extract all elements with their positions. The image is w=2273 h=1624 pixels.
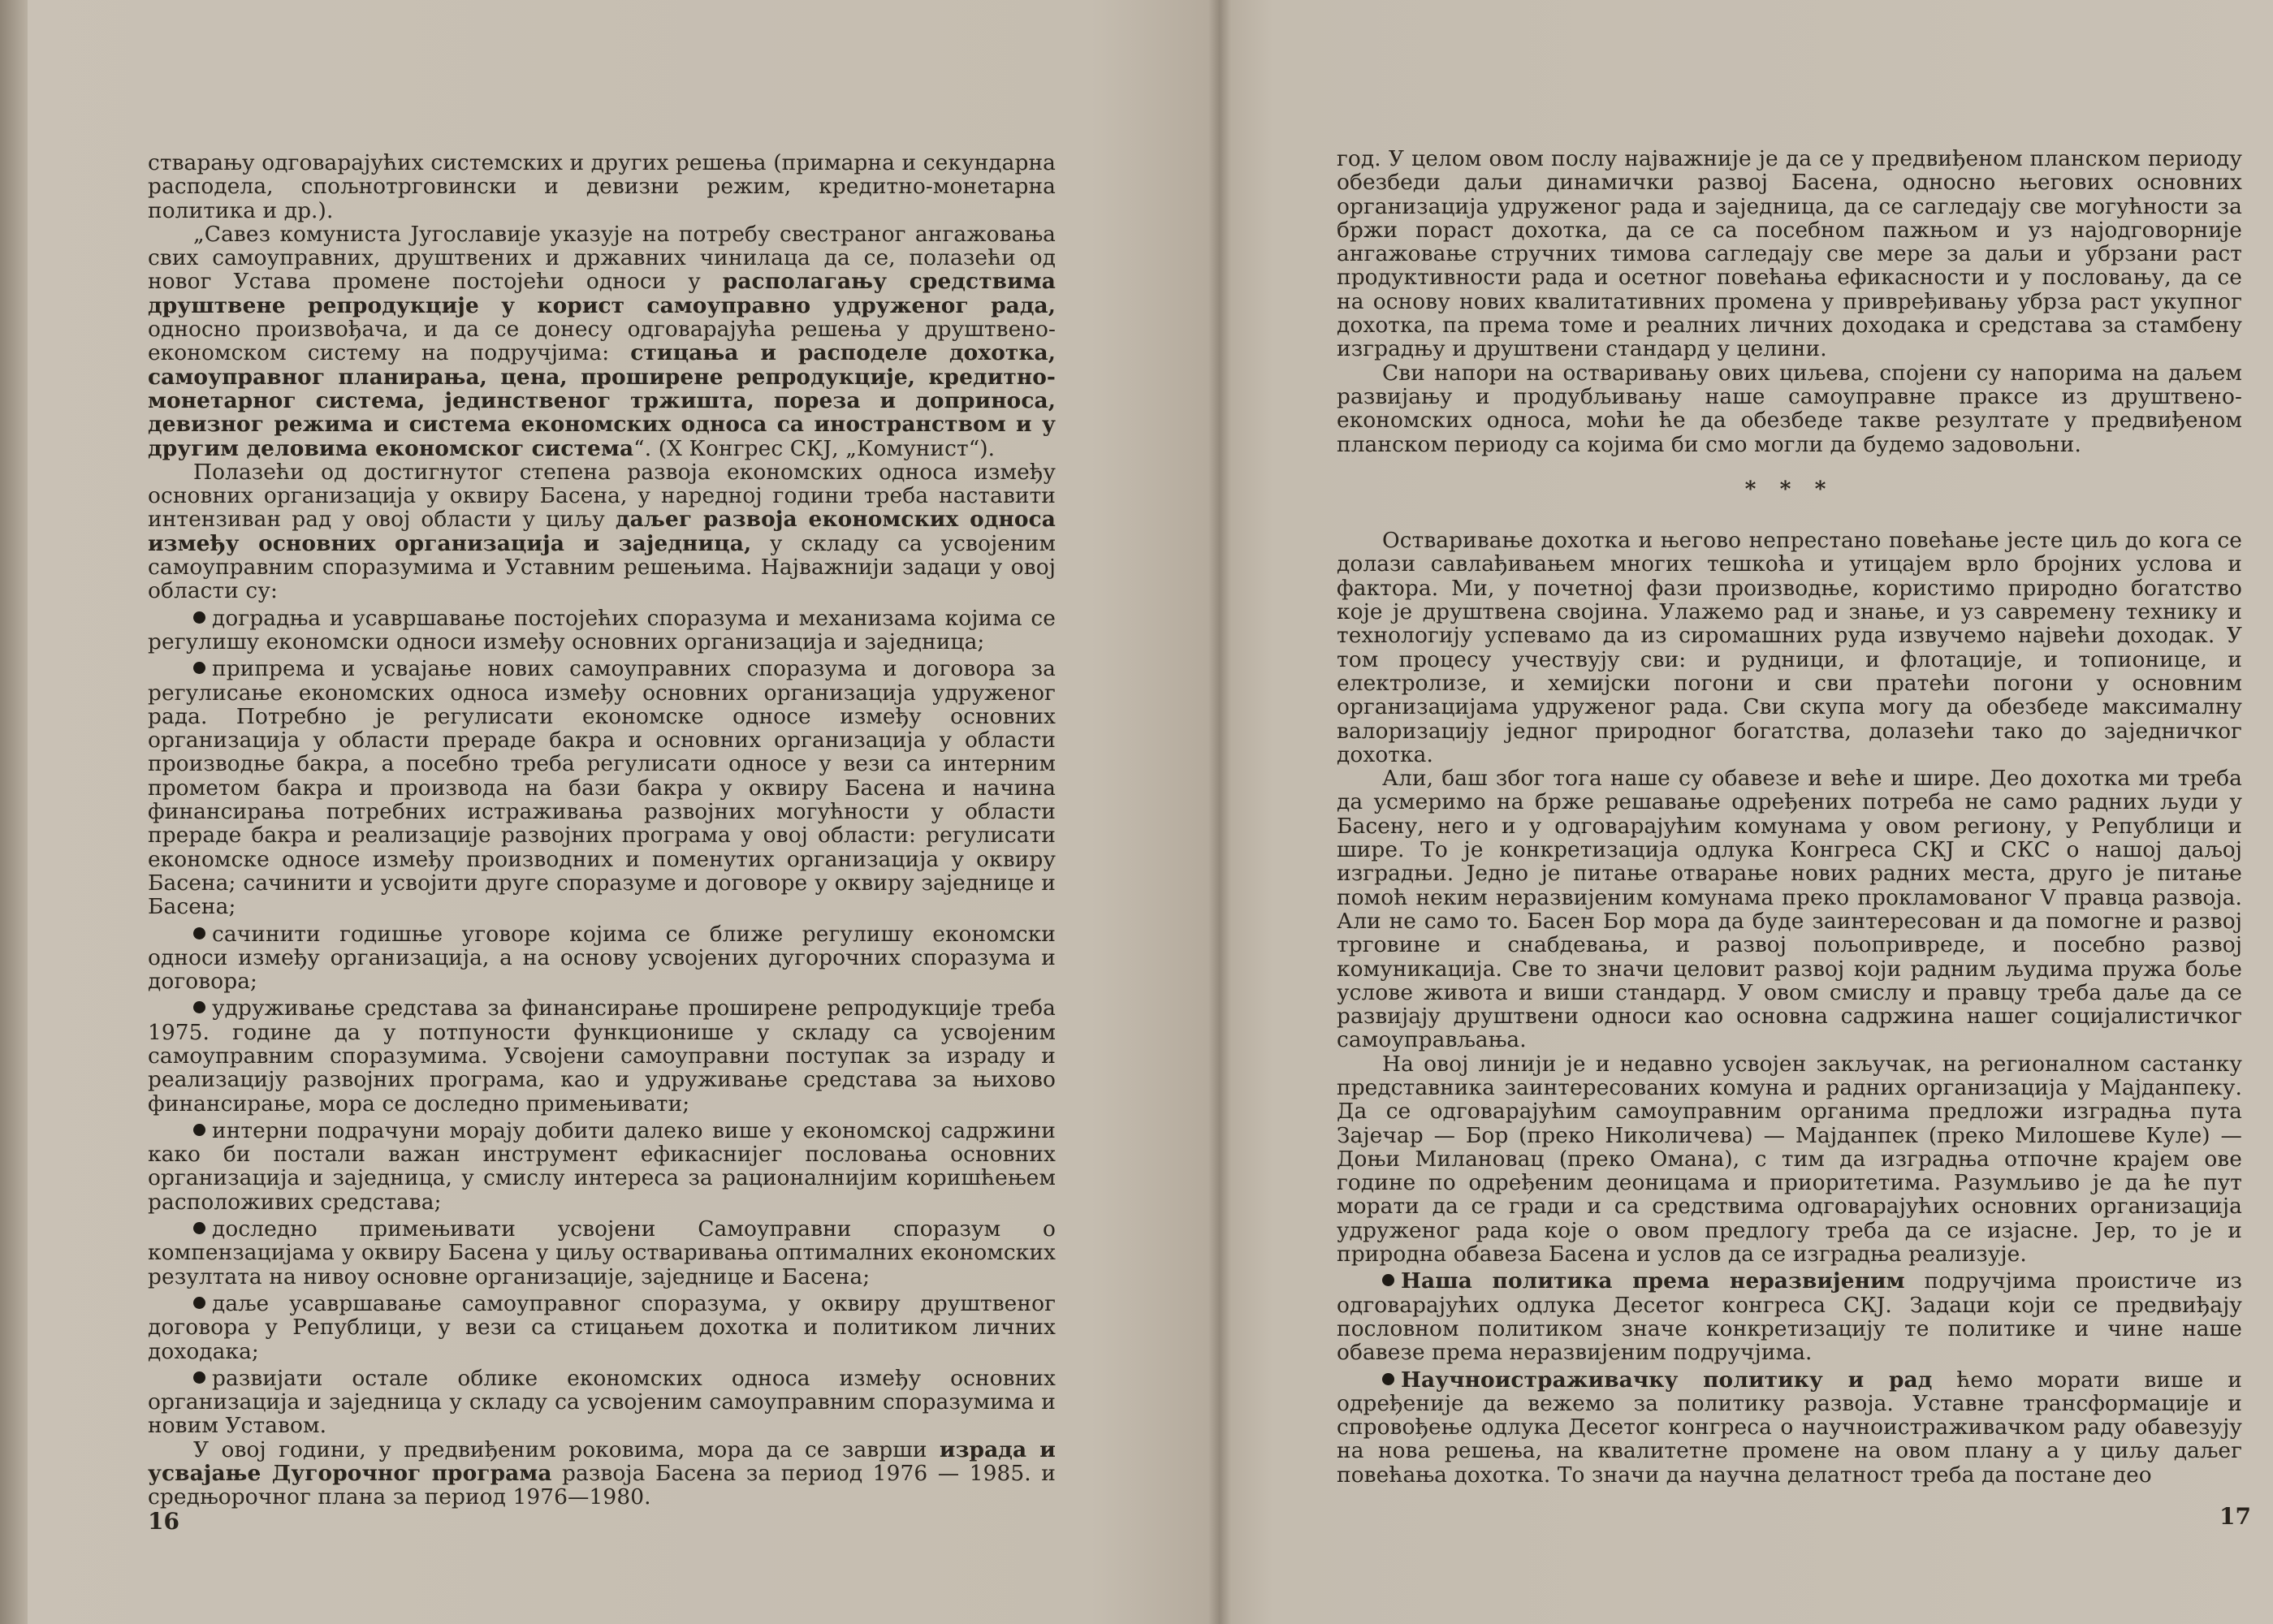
bullet-item: даље усавршавање самоуправног споразума, у оквиру друштвеног договора у Републици, у вези са стицањем дохотка и политиком личних доходака;: [148, 1290, 1056, 1364]
bullet-item: Научноистраживачку политику и рад ћемо морати више и одређеније да вежемо за политику развоја. Уставне трансформације и спровођење одлука Десетог конгреса о научноистраживачком раду обавезују на нова решења, на квалитетне промене на овом плану а у циљу даљег повећања дохотка. То значи да научна делатност треба да постане део: [1337, 1367, 2242, 1488]
bullet-item: Наша политика према неразвијеним подручјима проистиче из одговарајућих одлука Десетог конгреса СКЈ. Задаци који се предвиђају пословном политиком значе конкретизацију те политике и чине наше обавезе према неразвијеним подручјима.: [1337, 1268, 2242, 1366]
bullet-item: припрема и усвајање нових самоуправних споразума и договора за регулисање економских односа између основних организација удруженог рада. Потребно је регулисати економске односе између основних организација у области прераде бакра и основних организација у области производње бакра, а посебно треба регулисати односе у вези са интерним прометом бакра и производа на бази бакра у оквиру Басена и начина финансирања потребних истраживања развојних могућности у области прераде бакра и реализације развојних програма у овој области: регулисати економске односе између производних и поменутих организација у оквиру Басена; сачинити и усвојити друге споразуме и договоре у оквиру заједнице и Басена;: [148, 656, 1056, 920]
bullet-dot-icon: [193, 927, 205, 939]
page-number-right: 17: [2219, 1503, 2251, 1530]
bullet-item: удруживање средстава за финансирање проширене репродукције треба 1975. године да у потпуности функционише у складу са усвојеним самоуправним споразумима. Усвојени самоуправни поступак за израду и реализацију развојних програма, као и удруживање средстава за њихово финансирање, мора се доследно примењивати;: [148, 996, 1056, 1116]
bullet-dot-icon: [193, 1222, 205, 1234]
paragraph: У овој години, у предвиђеним роковима, мора да се заврши израда и усвајање Дугорочног програма развоја Басена за период 1976 — 1985. и средњорочног плана за период 1976—1980.: [148, 1436, 1056, 1510]
paragraph: стварању одговарајућих системских и других решења (примарна и секундарна расподела, спољнотрговински и девизни режим, кредитно-монетарна политика и др.).: [148, 150, 1056, 223]
bullet-item: доградња и усавршавање постојећих споразума и механизама којима се регулишу економски односи између основних организација и заједница;: [148, 605, 1056, 654]
paragraph: Сви напори на остваривању ових циљева, спојени су напорима на даљем развијању и продубљивању наше самоуправне праксе из друштвено-економских односа, моћи ће да обезбеде такве резултате у предвиђеном планском периоду са којима би смо могли да будемо задовољни.: [1337, 360, 2242, 457]
paragraph: год. У целом овом послу најважније је да се у предвиђеном планском периоду обезбеди даљи динамички развој Басена, односно његових основних организација удруженог рада и заједница, да се сагледају све могућности за бржи пораст дохотка, да се са посебном пажњом и уз најодговорније ангажовање стручних тимова сагледају све мере за даљи и убрзани раст продуктивности рада и осетног повећања ефикасности и у пословању, да се на основу нових квалитативних промена у привређивању убрза раст укупног дохотка, па према томе и реалних личних доходака и средстава за стамбену изградњу и друштвени стандард у целини.: [1337, 146, 2242, 362]
right-page-text: [1337, 147, 2242, 1487]
paragraph: Остваривање дохотка и његово непрестано повећање јесте циљ до кога се долази савлађивањем многих тешкоћа и утицајем врло бројних услова и фактора. Ми, у почетној фази производње, користимо природно богатство које је друштвена својина. Улажемо рад и знање, и уз савремену технику и технологију успевамо да из сиромашних руда извучемо највећи доходак. У том процесу учествују сви: и рудници, и флотације, и топионице, и електролизе, и хемијски погони и сви пратећи погони у основним организацијама удруженог рада. Сви скупа могу да обезбеде максималну валоризацију једног природног богатства, долазећи тако до заједничког дохотка.: [1337, 528, 2242, 767]
paragraph: Али, баш због тога наше су обавезе и веће и шире. Део дохотка ми треба да усмеримо на брже решавање одређених потреба не само радних људи у Басену, него и у одговарајућим комунама у овом региону, у Републици и шире. То је конкретизација одлука Конгреса СКЈ и СКС о нашој даљој изградњи. Једно је питање отварање нових радних места, друго је питање помоћ неким неразвијеним комунама преко прокламованог V правца развоја. Али не само то. Басен Бор мора да буде заинтересован и да помогне и развој трговине и снабдевања, и развој пољопривреде, и посебно развој комуникација. Све то значи целовит развој који радним људима пружа боље услове живота и виши стандард. У овом смислу и правцу треба даље да се развијају друштвени односи као основна садржина нашег социјалистичког самоуправљања.: [1337, 766, 2242, 1053]
bullet-dot-icon: [193, 1371, 205, 1384]
section-separator: * * *: [1744, 476, 1834, 502]
paragraph: Полазећи од достигнутог степена развоја економских односа између основних организација у оквиру Басена, у наредној години треба наставити интензиван рад у овој области у циљу даљег развоја економских односа између основних организација и заједница, у складу са усвојеним самоуправним споразумима и Уставним решењима. Најважнији задаци у овој области су:: [148, 459, 1056, 604]
bullet-item: развијати остале облике економских односа између основних организација и заједница у складу са усвојеним самоуправним споразумима и новим Уставом.: [148, 1365, 1056, 1439]
bullet-dot-icon: [193, 611, 205, 624]
page-number-left: 16: [148, 1508, 179, 1535]
bullet-dot-icon: [193, 1001, 205, 1013]
left-page-text: [148, 151, 1056, 1510]
book-gutter: [1208, 0, 1231, 1624]
bullet-dot-icon: [193, 662, 205, 674]
bullet-item: сачинити годишње уговоре којима се ближе регулишу економски односи између организација, а на основу усвојених дугорочних споразума и договора;: [148, 921, 1056, 995]
bullet-dot-icon: [193, 1297, 205, 1309]
paragraph-quote: „Савез комуниста Југославије указује на потребу свестраног ангажовања свих самоуправних, друштвених и државних чинилаца да се, полазећи од новог Устава промене постојећи односи у располагању средствима друштвене репродукције у корист самоуправно удруженог рада, односно произвођача, и да се донесу одговарајућа решења у друштвено-економском систему на подручјима: стицања и расподеле дохотка, самоуправног планирања, цена, проширене репродукције, кредитно-монетарног система, јединственог тржишта, пореза и доприноса, девизног режима и система економских односа са иностранством и у другим деловима економског система“. (X Конгрес СКЈ, „Комунист“).: [148, 221, 1056, 461]
bullet-item: доследно примењивати усвојени Самоуправни споразум о компензацијама у оквиру Басена у циљу остваривања оптималних економских резултата на нивоу основне организације, заједнице и Басена;: [148, 1216, 1056, 1289]
bullet-item: интерни подрачуни морају добити далеко више у економској садржини како би постали важан инструмент ефикаснијег пословања основних организација и заједница, у смислу интереса за рационалнијим коришћењем расположивих средстава;: [148, 1117, 1056, 1215]
bullet-dot-icon: [1382, 1274, 1394, 1286]
bullet-dot-icon: [193, 1124, 205, 1136]
bullet-dot-icon: [1382, 1373, 1394, 1385]
paragraph: На овој линији је и недавно усвојен закључак, на регионалном састанку представника заинтересованих комуна и радних организација у Мајданпеку. Да се одговарајућим самоуправним органима предложи изградња пута Зајечар — Бор (преко Николичева) — Мајданпек (преко Милошеве Куле) — Доњи Милановац (преко Омана), с тим да изградња отпочне крајем ове године по одређеним деоницама и приоритетима. Разумљиво је да ће пут морати да се гради и са средствима одговарајућих основних организација удруженог рада које о овом предлогу треба да се изјасне. Јер, то је и природна обавеза Басена и услов да се изградња реализује.: [1337, 1051, 2242, 1268]
page-edge: [0, 0, 28, 1624]
